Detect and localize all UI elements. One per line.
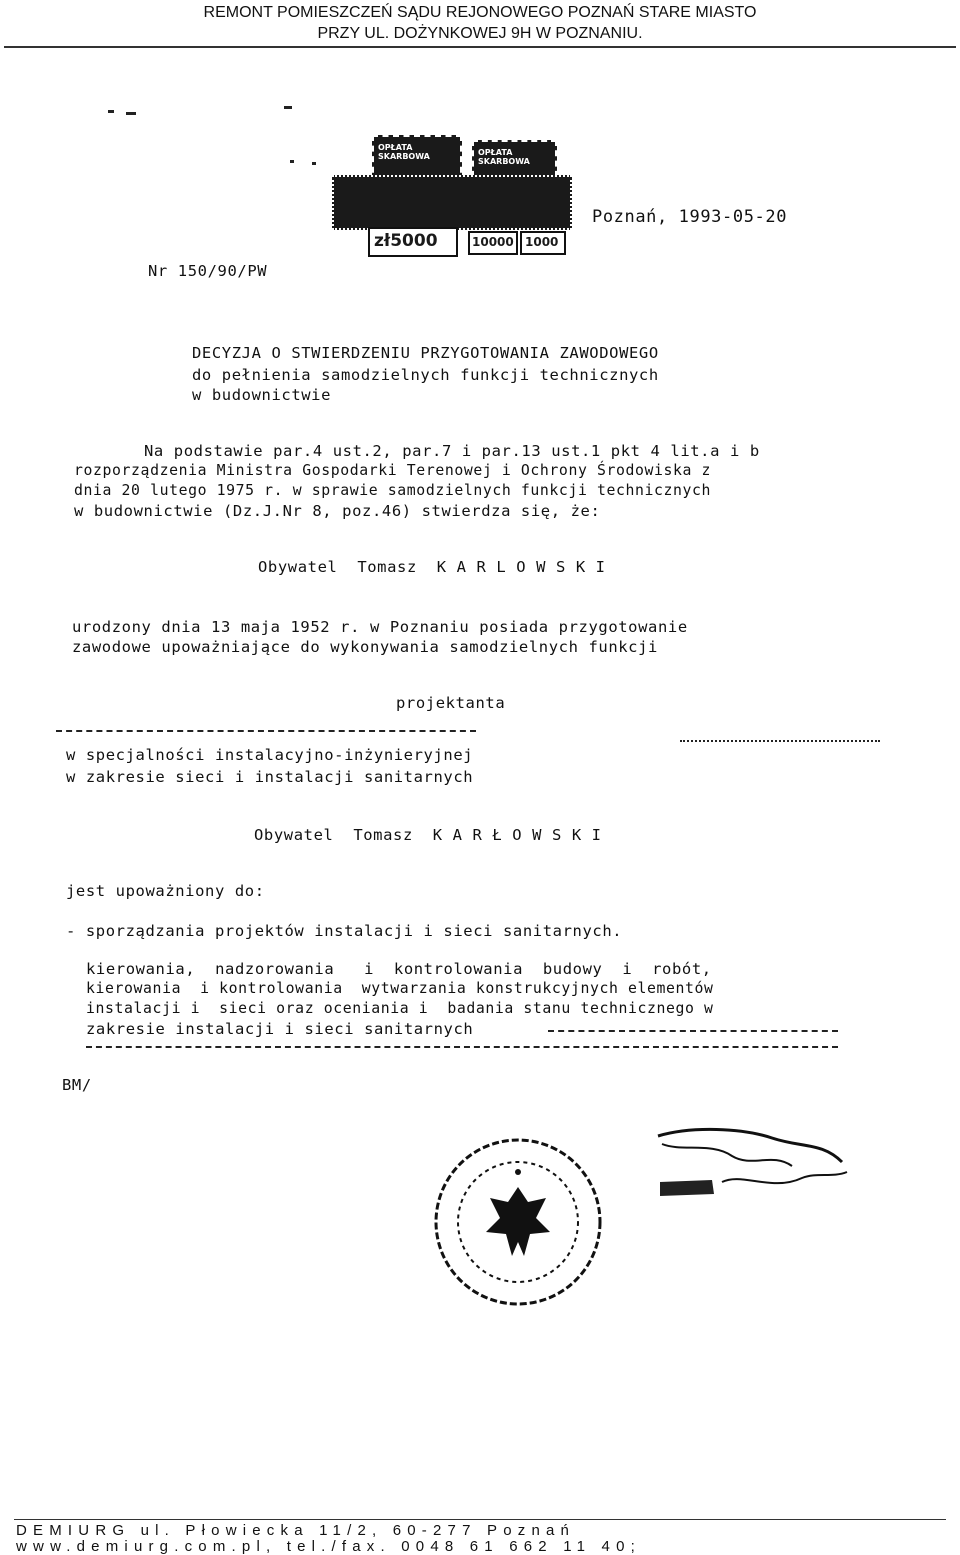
scan-speck [126, 112, 136, 115]
page-header [0, 2, 960, 44]
legal-basis-3: dnia 20 lutego 1975 r. w sprawie samodzielnych funkcji technicznych [74, 482, 712, 499]
header-line-1: REMONT POMIESZCZEŃ SĄDU REJONOWEGO POZNAŃ STARE MIASTO [203, 4, 757, 21]
citizen-name: Obywatel Tomasz K A R L O W S K I [258, 558, 606, 576]
company-address: DEMIURG ul. Płowiecka 11/2, 60-277 Poznań [16, 1522, 576, 1539]
revenue-stamps [332, 135, 582, 260]
header-divider [4, 46, 956, 48]
stamp-label: OPŁATA SKARBOWA [378, 143, 430, 161]
function-title: projektanta [396, 694, 506, 712]
document-number: Nr 150/90/PW [148, 262, 268, 280]
stamp-value-box [520, 231, 566, 255]
authorized-heading: jest upoważniony do: [66, 882, 265, 900]
scope-paragraph-3: instalacji i sieci oraz oceniania i badania stanu technicznego w [86, 1000, 714, 1017]
specialty-1: w specjalności instalacyjno-inżynieryjnej [66, 746, 474, 764]
stamp-value: zł5000 [374, 231, 438, 251]
birth-info-2: zawodowe upoważniające do wykonywania samodzielnych funkcji [72, 638, 658, 656]
birth-info-1: urodzony dnia 13 maja 1952 r. w Poznaniu posiada przygotowanie [72, 618, 688, 636]
stamp-value-box [368, 227, 458, 257]
scan-speck [312, 162, 316, 165]
separator-line [680, 740, 880, 742]
decision-title-3: w budownictwie [192, 386, 332, 404]
fill-line [86, 1046, 838, 1048]
revenue-stamp [332, 175, 572, 230]
scan-speck [284, 106, 292, 109]
stamp-value: 10000 [472, 235, 514, 249]
official-seal [428, 1132, 608, 1312]
scan-speck [290, 160, 294, 163]
scope-item: - sporządzania projektów instalacji i sieci sanitarnych. [66, 922, 623, 940]
legal-basis-4: w budownictwie (Dz.J.Nr 8, poz.46) stwierdza się, że: [74, 502, 601, 520]
place-date: Poznań, 1993-05-20 [592, 207, 788, 227]
stamp-value: 1000 [525, 235, 559, 249]
scan-speck [108, 110, 114, 113]
decision-title-2: do pełnienia samodzielnych funkcji technicznych [192, 366, 659, 384]
header-line-2: PRZY UL. DOŻYNKOWEJ 9H W POZNANIU. [317, 25, 643, 42]
scope-paragraph-4: zakresie instalacji i sieci sanitarnych [86, 1020, 474, 1038]
stamp-value-box [468, 231, 518, 255]
company-contact: www.demiurg.com.pl, tel./fax. 0048 61 662 11 40; [16, 1538, 642, 1555]
separator-line [56, 730, 476, 732]
initials: BM/ [62, 1076, 92, 1094]
citizen-name-2: Obywatel Tomasz K A R Ł O W S K I [254, 826, 602, 844]
handwritten-signature [652, 1122, 852, 1202]
footer-divider [14, 1519, 946, 1520]
legal-basis-2: rozporządzenia Ministra Gospodarki Terenowej i Ochrony Środowiska z [74, 462, 712, 479]
specialty-2: w zakresie sieci i instalacji sanitarnych [66, 768, 474, 786]
scope-paragraph-2: kierowania i kontrolowania wytwarzania konstrukcyjnych elementów [86, 980, 714, 997]
fill-line [548, 1030, 838, 1032]
scope-paragraph-1: kierowania, nadzorowania i kontrolowania budowy i robót, [86, 960, 712, 978]
decision-title-1: DECYZJA O STWIERDZENIU PRZYGOTOWANIA ZAWODOWEGO [192, 344, 659, 362]
legal-basis-1: Na podstawie par.4 ust.2, par.7 i par.13 ust.1 pkt 4 lit.a i b [144, 442, 760, 460]
stamp-label: OPŁATA SKARBOWA [478, 148, 530, 166]
